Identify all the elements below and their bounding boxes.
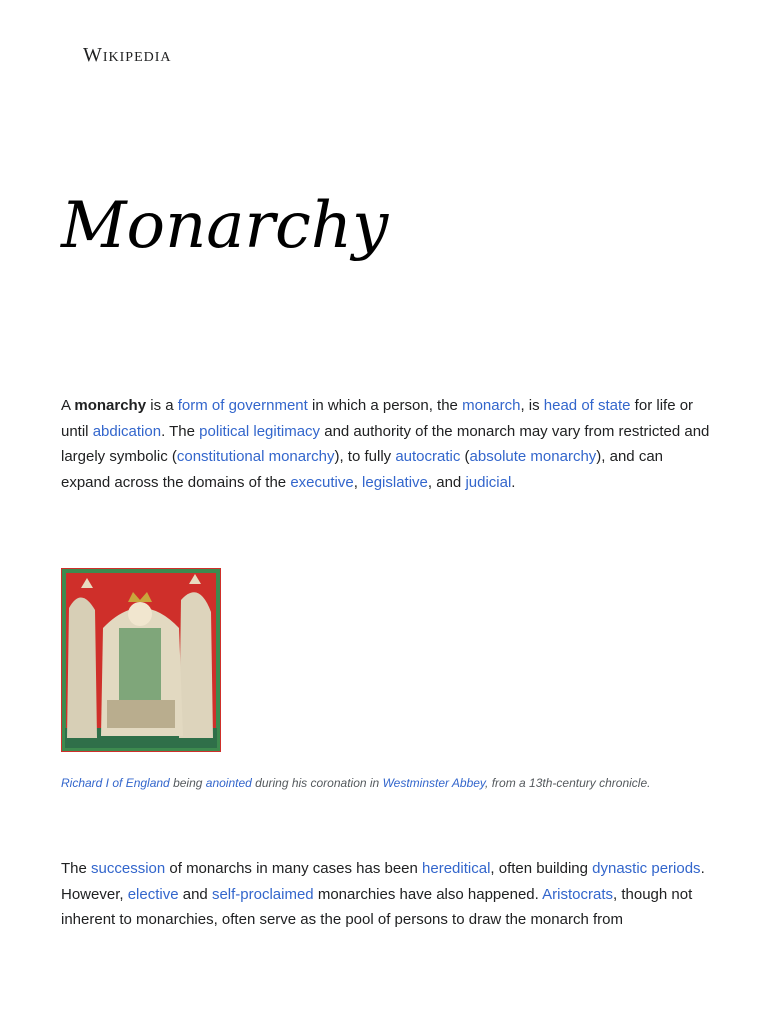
wiki-link[interactable]: anointed xyxy=(205,776,252,790)
succession-paragraph xyxy=(61,856,711,933)
page-title: Monarchy xyxy=(61,189,389,263)
wiki-link[interactable]: autocratic xyxy=(395,448,461,465)
wiki-link[interactable]: head of state xyxy=(543,397,631,414)
text-run: ), to fully xyxy=(334,448,396,465)
image-caption xyxy=(61,774,741,792)
text-run: and xyxy=(178,885,212,903)
text-run: , xyxy=(353,473,363,491)
text-run: A xyxy=(61,397,75,414)
text-run: ( xyxy=(460,448,470,465)
bold-term: monarchy xyxy=(74,397,147,414)
text-run: The xyxy=(61,860,92,877)
wiki-link[interactable]: executive xyxy=(290,473,354,491)
text-run: is a xyxy=(146,397,178,414)
intro-paragraph xyxy=(61,393,711,495)
wiki-link[interactable]: form of government xyxy=(177,397,308,414)
text-run: . xyxy=(511,473,516,491)
wiki-link[interactable]: political legitimacy xyxy=(199,422,321,440)
wiki-link[interactable]: constitutional monarchy xyxy=(176,448,335,465)
wiki-link[interactable]: judicial xyxy=(465,473,512,491)
wiki-link[interactable]: monarch xyxy=(462,397,521,414)
coronation-image[interactable] xyxy=(61,568,221,752)
wiki-link[interactable]: self-proclaimed xyxy=(211,885,314,903)
wiki-link[interactable]: hereditical xyxy=(422,860,491,877)
wiki-link[interactable]: Westminster Abbey xyxy=(382,776,486,790)
wiki-link[interactable]: dynastic periods xyxy=(592,860,701,877)
text-run: . However, xyxy=(61,860,705,903)
text-run: and authority of the monarch may vary from restricted and largely symbolic ( xyxy=(61,422,710,465)
text-run: ), and can expand across the domains of the xyxy=(61,448,664,491)
text-run: , is xyxy=(520,397,544,414)
manuscript-illustration-icon xyxy=(61,568,221,752)
text-run: of monarchs in many cases has been xyxy=(165,860,423,877)
text-run: monarchies have also happened. xyxy=(313,885,543,903)
text-run: , often building xyxy=(490,860,593,877)
wiki-link[interactable]: Aristocrats xyxy=(542,885,614,903)
wiki-link[interactable]: absolute monarchy xyxy=(469,448,597,465)
text-run: being xyxy=(169,776,206,790)
wikipedia-wordmark[interactable]: Wikipedia xyxy=(83,44,172,66)
wiki-link[interactable]: succession xyxy=(91,860,166,877)
text-run: for life or until xyxy=(61,397,694,440)
text-run: , from a 13th-century chronicle. xyxy=(485,776,651,790)
wiki-link[interactable]: elective xyxy=(127,885,179,903)
wiki-link[interactable]: Richard I of England xyxy=(61,776,170,790)
text-run: , and xyxy=(427,473,466,491)
text-run: in which a person, the xyxy=(307,397,463,414)
text-run: during his coronation in xyxy=(251,776,383,790)
text-run: , though not inherent to monarchies, often serve as the pool of persons to draw the monarch from xyxy=(61,885,693,928)
wiki-link[interactable]: legislative xyxy=(362,473,428,491)
wiki-link[interactable]: abdication xyxy=(92,422,162,440)
text-run: . The xyxy=(161,422,200,440)
